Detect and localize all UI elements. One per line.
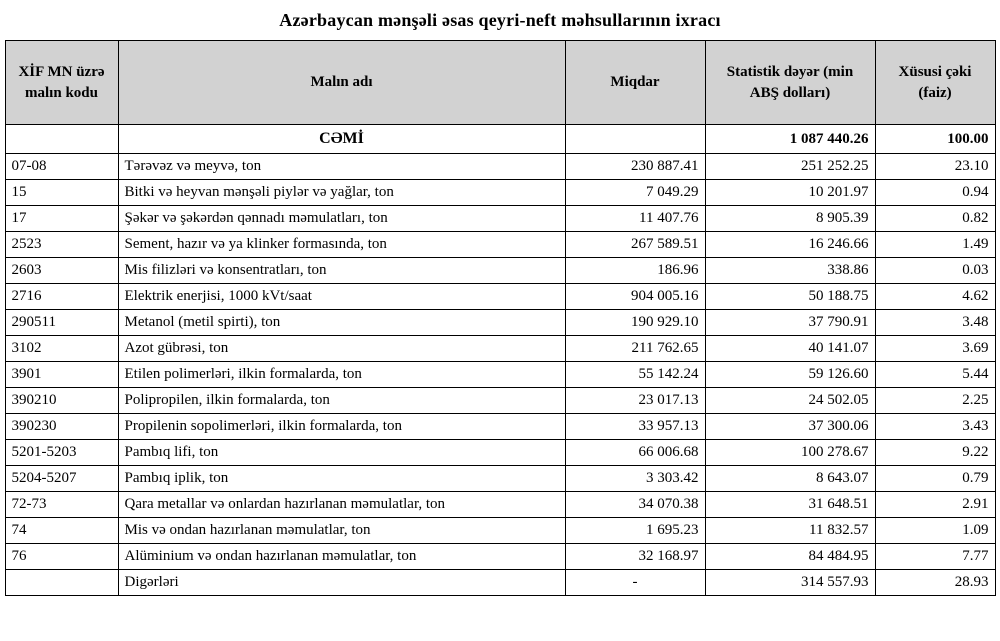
cell-quantity: 33 957.13 — [565, 414, 705, 440]
cell-quantity: 211 762.65 — [565, 336, 705, 362]
cell-name: Pambıq iplik, ton — [118, 466, 565, 492]
table-row — [5, 284, 995, 310]
cell-code: 07-08 — [5, 154, 118, 180]
cell-value: 11 832.57 — [705, 518, 875, 544]
cell-quantity: 7 049.29 — [565, 180, 705, 206]
cell-share: 3.48 — [875, 310, 995, 336]
cell-name: Alüminium və ondan hazırlanan məmulatlar, ton — [118, 544, 565, 570]
table-row — [5, 518, 995, 544]
cell-value: 251 252.25 — [705, 154, 875, 180]
cell-name: Pambıq lifi, ton — [118, 440, 565, 466]
table-row — [5, 414, 995, 440]
table-row — [5, 570, 995, 596]
cell-quantity: 190 929.10 — [565, 310, 705, 336]
cell-share: 0.79 — [875, 466, 995, 492]
cell-name: Etilen polimerləri, ilkin formalarda, ton — [118, 362, 565, 388]
cell-value: 50 188.75 — [705, 284, 875, 310]
table-row — [5, 544, 995, 570]
cell-code: 76 — [5, 544, 118, 570]
cell-share: 0.03 — [875, 258, 995, 284]
cell-name: Metanol (metil spirti), ton — [118, 310, 565, 336]
cell-name: Mis filizləri və konsentratları, ton — [118, 258, 565, 284]
total-row — [5, 125, 995, 154]
export-table — [5, 40, 996, 596]
cell-code: 2603 — [5, 258, 118, 284]
cell-share: 1.09 — [875, 518, 995, 544]
cell-code: 74 — [5, 518, 118, 544]
cell-code — [5, 125, 118, 154]
cell-value: 84 484.95 — [705, 544, 875, 570]
cell-quantity: 55 142.24 — [565, 362, 705, 388]
cell-code: 15 — [5, 180, 118, 206]
table-header-row — [5, 41, 995, 125]
cell-quantity: 267 589.51 — [565, 232, 705, 258]
cell-value: 37 300.06 — [705, 414, 875, 440]
cell-quantity: 11 407.76 — [565, 206, 705, 232]
cell-value: 40 141.07 — [705, 336, 875, 362]
table-row — [5, 466, 995, 492]
cell-name: Polipropilen, ilkin formalarda, ton — [118, 388, 565, 414]
cell-value: 314 557.93 — [705, 570, 875, 596]
cell-quantity — [565, 125, 705, 154]
header-share: Xüsusi çəki (faiz) — [875, 41, 995, 125]
table-row — [5, 180, 995, 206]
cell-name: Bitki və heyvan mənşəli piylər və yağlar, ton — [118, 180, 565, 206]
cell-code — [5, 570, 118, 596]
cell-name: Sement, hazır və ya klinker formasında, ton — [118, 232, 565, 258]
table-row — [5, 440, 995, 466]
cell-quantity: 34 070.38 — [565, 492, 705, 518]
cell-value: 8 905.39 — [705, 206, 875, 232]
table-body — [5, 125, 995, 596]
table-row — [5, 154, 995, 180]
cell-share: 0.94 — [875, 180, 995, 206]
cell-name: CƏMİ — [118, 125, 565, 154]
table-row — [5, 362, 995, 388]
cell-share: 100.00 — [875, 125, 995, 154]
cell-code: 5204-5207 — [5, 466, 118, 492]
cell-value: 10 201.97 — [705, 180, 875, 206]
cell-value: 31 648.51 — [705, 492, 875, 518]
page-title: Azərbaycan mənşəli əsas qeyri-neft məhsullarının ixracı — [279, 10, 721, 30]
cell-quantity: 1 695.23 — [565, 518, 705, 544]
table-row — [5, 336, 995, 362]
cell-share: 5.44 — [875, 362, 995, 388]
cell-code: 3102 — [5, 336, 118, 362]
cell-name: Propilenin sopolimerləri, ilkin formalarda, ton — [118, 414, 565, 440]
cell-share: 2.91 — [875, 492, 995, 518]
cell-quantity: 3 303.42 — [565, 466, 705, 492]
table-row — [5, 388, 995, 414]
cell-name: Tərəvəz və meyvə, ton — [118, 154, 565, 180]
cell-code: 3901 — [5, 362, 118, 388]
cell-quantity: - — [565, 570, 705, 596]
cell-value: 8 643.07 — [705, 466, 875, 492]
table-row — [5, 206, 995, 232]
header-code: XİF MN üzrə malın kodu — [5, 41, 118, 125]
cell-share: 0.82 — [875, 206, 995, 232]
cell-name: Mis və ondan hazırlanan məmulatlar, ton — [118, 518, 565, 544]
table-row — [5, 310, 995, 336]
cell-code: 5201-5203 — [5, 440, 118, 466]
cell-value: 24 502.05 — [705, 388, 875, 414]
header-quantity: Miqdar — [565, 41, 705, 125]
cell-value: 1 087 440.26 — [705, 125, 875, 154]
cell-name: Qara metallar və onlardan hazırlanan məmulatlar, ton — [118, 492, 565, 518]
cell-quantity: 186.96 — [565, 258, 705, 284]
cell-value: 16 246.66 — [705, 232, 875, 258]
header-value: Statistik dəyər (min ABŞ dolları) — [705, 41, 875, 125]
cell-quantity: 904 005.16 — [565, 284, 705, 310]
cell-code: 17 — [5, 206, 118, 232]
cell-share: 1.49 — [875, 232, 995, 258]
cell-value: 100 278.67 — [705, 440, 875, 466]
cell-value: 59 126.60 — [705, 362, 875, 388]
table-row — [5, 492, 995, 518]
cell-share: 9.22 — [875, 440, 995, 466]
cell-share: 28.93 — [875, 570, 995, 596]
cell-quantity: 66 006.68 — [565, 440, 705, 466]
cell-name: Şəkər və şəkərdən qənnadı məmulatları, ton — [118, 206, 565, 232]
cell-quantity: 23 017.13 — [565, 388, 705, 414]
cell-code: 390230 — [5, 414, 118, 440]
cell-code: 390210 — [5, 388, 118, 414]
table-row — [5, 232, 995, 258]
cell-share: 7.77 — [875, 544, 995, 570]
cell-value: 37 790.91 — [705, 310, 875, 336]
cell-code: 2523 — [5, 232, 118, 258]
cell-share: 4.62 — [875, 284, 995, 310]
cell-quantity: 32 168.97 — [565, 544, 705, 570]
cell-value: 338.86 — [705, 258, 875, 284]
cell-code: 72-73 — [5, 492, 118, 518]
cell-share: 3.43 — [875, 414, 995, 440]
cell-share: 23.10 — [875, 154, 995, 180]
header-name: Malın adı — [118, 41, 565, 125]
cell-name: Elektrik enerjisi, 1000 kVt/saat — [118, 284, 565, 310]
cell-share: 3.69 — [875, 336, 995, 362]
cell-name: Digərləri — [118, 570, 565, 596]
cell-name: Azot gübrəsi, ton — [118, 336, 565, 362]
cell-quantity: 230 887.41 — [565, 154, 705, 180]
cell-code: 290511 — [5, 310, 118, 336]
table-row — [5, 258, 995, 284]
cell-share: 2.25 — [875, 388, 995, 414]
cell-code: 2716 — [5, 284, 118, 310]
